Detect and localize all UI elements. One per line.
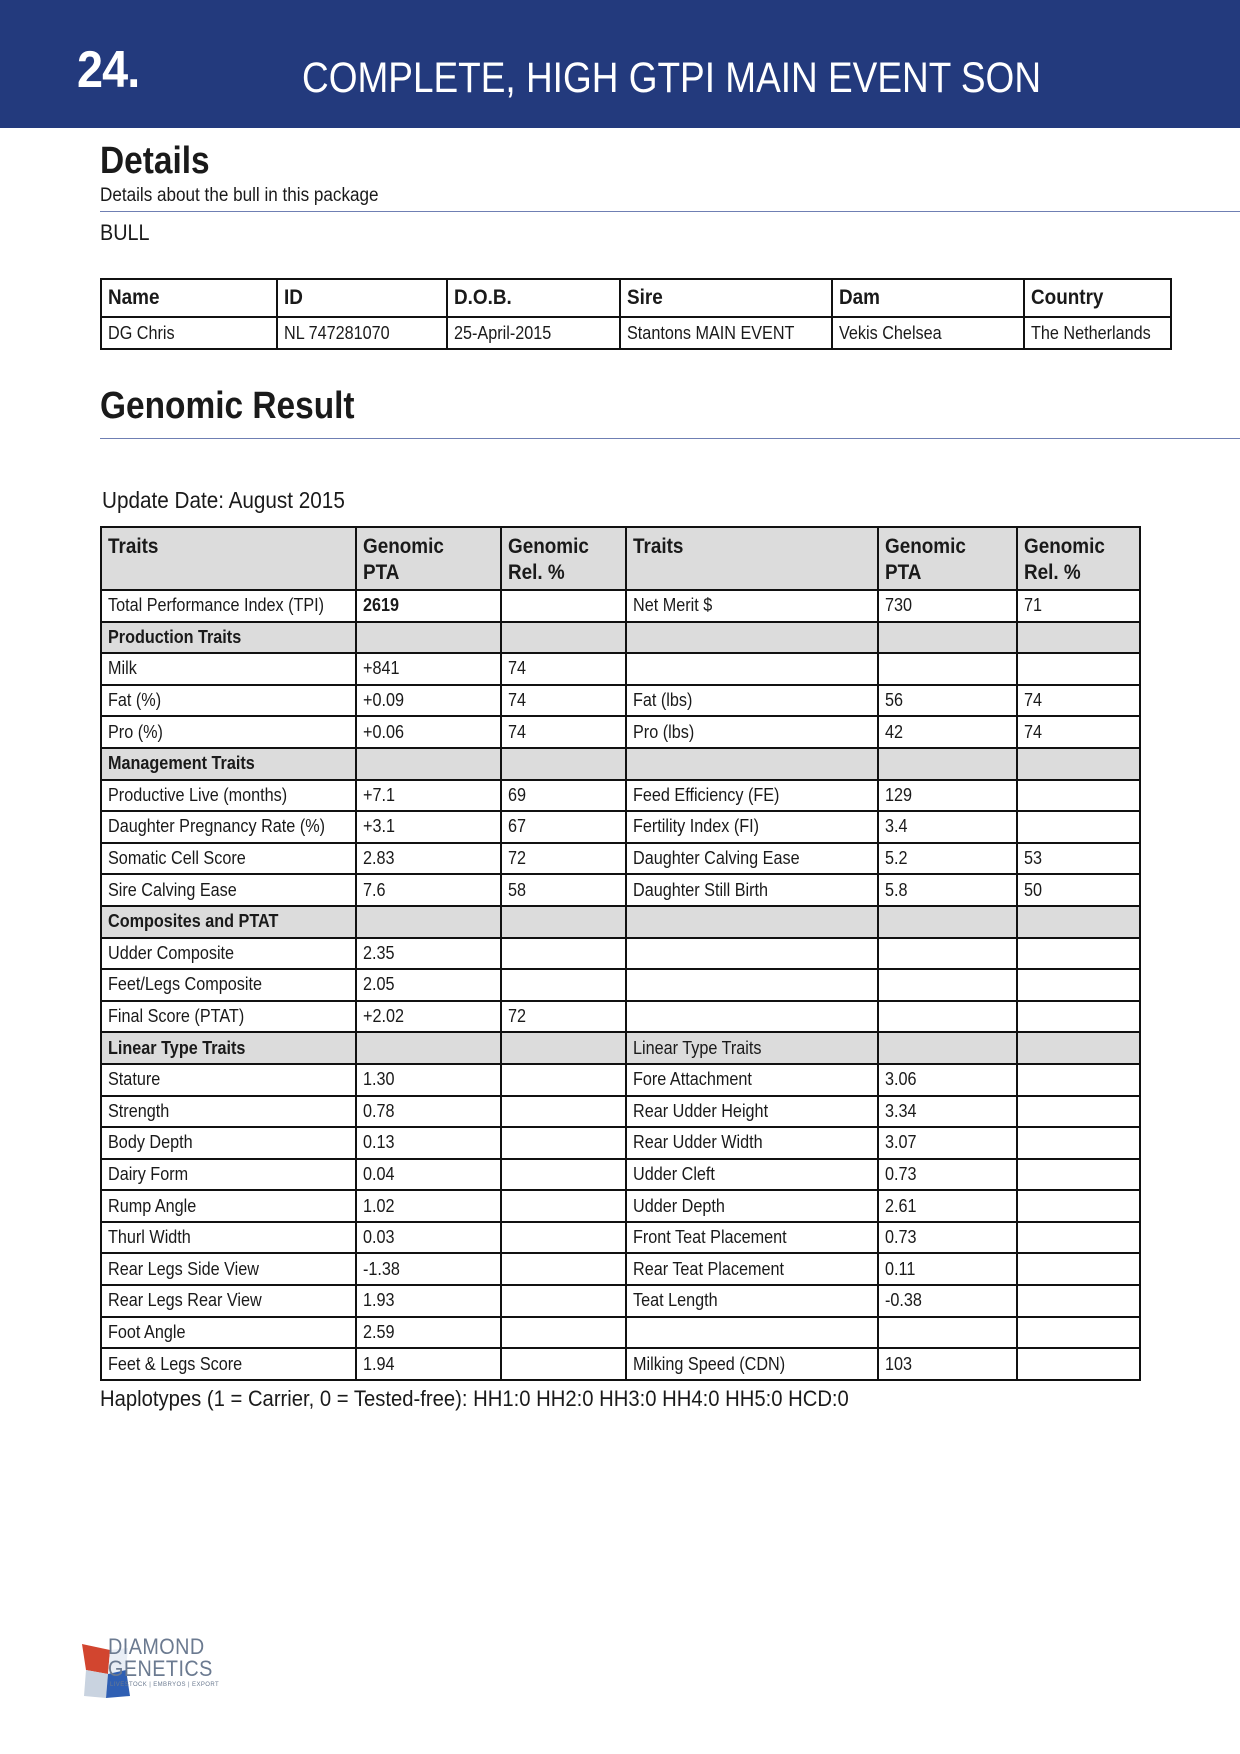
table-cell: 56: [878, 685, 1017, 717]
table-cell: +0.09: [356, 685, 501, 717]
table-cell: Rear Legs Rear View: [101, 1285, 356, 1317]
table-cell: Front Teat Placement: [626, 1222, 878, 1254]
table-cell: Milking Speed (CDN): [626, 1348, 878, 1380]
table-cell: 5.8: [878, 874, 1017, 906]
table-cell: +0.06: [356, 716, 501, 748]
details-subtitle: Details about the bull in this package: [100, 185, 379, 206]
table-cell: [501, 1064, 626, 1096]
table-cell: 71: [1017, 590, 1140, 622]
table-cell: [1017, 653, 1140, 685]
table-cell: 1.93: [356, 1285, 501, 1317]
table-row: [101, 811, 1140, 843]
table-cell: [356, 1032, 501, 1064]
header-banner: [0, 0, 1240, 128]
table-cell: Stature: [101, 1064, 356, 1096]
table-cell: 3.4: [878, 811, 1017, 843]
package-title: COMPLETE, HIGH GTPI MAIN EVENT SON: [302, 54, 1042, 102]
table-cell: Fat (lbs): [626, 685, 878, 717]
table-cell: 74: [501, 716, 626, 748]
table-row: [101, 685, 1140, 717]
table-cell: [878, 748, 1017, 780]
table-cell: 7.6: [356, 874, 501, 906]
package-number: 24.: [77, 41, 140, 99]
table-cell: Rear Udder Height: [626, 1096, 878, 1128]
table-cell: 103: [878, 1348, 1017, 1380]
table-cell: [626, 906, 878, 938]
section-label: Management Traits: [101, 748, 356, 780]
table-cell: [501, 1159, 626, 1191]
table-cell: Sire Calving Ease: [101, 874, 356, 906]
section-row: [101, 622, 1140, 654]
table-cell: [1017, 906, 1140, 938]
table-cell: Somatic Cell Score: [101, 843, 356, 875]
table-cell: Total Performance Index (TPI): [101, 590, 356, 622]
table-cell: [356, 622, 501, 654]
table-row: [101, 1285, 1140, 1317]
genomic-header-cell: Genomic Rel. %: [1017, 527, 1140, 590]
bull-header-cell: Name: [101, 279, 277, 317]
table-cell: [626, 653, 878, 685]
table-cell: 1.94: [356, 1348, 501, 1380]
table-row: [101, 1096, 1140, 1128]
table-cell: [501, 748, 626, 780]
table-cell: [1017, 1190, 1140, 1222]
table-cell: 0.03: [356, 1222, 501, 1254]
table-cell: 3.07: [878, 1127, 1017, 1159]
table-cell: [501, 1127, 626, 1159]
table-cell: 1.30: [356, 1064, 501, 1096]
bull-value-cell: Stantons MAIN EVENT: [620, 317, 832, 349]
table-cell: Feet & Legs Score: [101, 1348, 356, 1380]
table-cell: [626, 938, 878, 970]
table-cell: [501, 1253, 626, 1285]
table-cell: [1017, 811, 1140, 843]
table-cell: Fore Attachment: [626, 1064, 878, 1096]
table-cell: [501, 906, 626, 938]
table-cell: [1017, 1064, 1140, 1096]
table-cell: Udder Depth: [626, 1190, 878, 1222]
table-cell: [626, 969, 878, 1001]
table-cell: +841: [356, 653, 501, 685]
genomic-header-cell: Traits: [626, 527, 878, 590]
table-cell: 53: [1017, 843, 1140, 875]
table-cell: 0.78: [356, 1096, 501, 1128]
section-row: [101, 906, 1140, 938]
table-row: [101, 938, 1140, 970]
table-cell: Fat (%): [101, 685, 356, 717]
table-cell: Rump Angle: [101, 1190, 356, 1222]
table-row: [101, 1127, 1140, 1159]
table-cell: 3.06: [878, 1064, 1017, 1096]
table-cell: Feed Efficiency (FE): [626, 780, 878, 812]
table-cell: 2619: [356, 590, 501, 622]
table-row: [101, 716, 1140, 748]
table-cell: 3.34: [878, 1096, 1017, 1128]
update-date: Update Date: August 2015: [102, 487, 345, 513]
table-cell: [501, 622, 626, 654]
table-cell: [878, 969, 1017, 1001]
table-row: [101, 1159, 1140, 1191]
table-cell: Rear Teat Placement: [626, 1253, 878, 1285]
table-cell: [1017, 1317, 1140, 1349]
table-cell: 67: [501, 811, 626, 843]
table-cell: [501, 1096, 626, 1128]
table-cell: 50: [1017, 874, 1140, 906]
table-cell: 2.05: [356, 969, 501, 1001]
table-cell: [1017, 1253, 1140, 1285]
table-cell: 74: [1017, 716, 1140, 748]
table-cell: 0.13: [356, 1127, 501, 1159]
bull-value-cell: 25-April-2015: [447, 317, 620, 349]
table-cell: 2.61: [878, 1190, 1017, 1222]
table-cell: 0.73: [878, 1222, 1017, 1254]
bull-table-row: [101, 317, 1171, 349]
table-cell: [626, 1317, 878, 1349]
table-cell: [1017, 622, 1140, 654]
table-cell: [356, 906, 501, 938]
table-row: [101, 1190, 1140, 1222]
table-cell: [501, 938, 626, 970]
table-cell: [878, 1001, 1017, 1033]
genomic-header-cell: Genomic PTA: [878, 527, 1017, 590]
table-cell: 74: [501, 653, 626, 685]
table-cell: Teat Length: [626, 1285, 878, 1317]
table-cell: [1017, 1348, 1140, 1380]
table-cell: 2.59: [356, 1317, 501, 1349]
table-cell: Daughter Pregnancy Rate (%): [101, 811, 356, 843]
table-cell: [878, 906, 1017, 938]
table-cell: 72: [501, 1001, 626, 1033]
table-cell: [501, 1285, 626, 1317]
table-cell: [1017, 1001, 1140, 1033]
genomic-heading: Genomic Result: [100, 385, 355, 427]
table-cell: [1017, 1285, 1140, 1317]
table-cell: Daughter Calving Ease: [626, 843, 878, 875]
table-cell: [501, 1317, 626, 1349]
table-cell: 5.2: [878, 843, 1017, 875]
table-cell: 42: [878, 716, 1017, 748]
bull-value-cell: DG Chris: [101, 317, 277, 349]
bull-table-header: [101, 279, 1171, 317]
bull-label: BULL: [100, 220, 150, 245]
table-row: [101, 969, 1140, 1001]
table-row: [101, 874, 1140, 906]
table-cell: Net Merit $: [626, 590, 878, 622]
table-cell: Milk: [101, 653, 356, 685]
table-cell: [878, 938, 1017, 970]
bull-header-cell: Dam: [832, 279, 1024, 317]
table-cell: [501, 1032, 626, 1064]
table-cell: 2.35: [356, 938, 501, 970]
genomic-results-table: [100, 526, 1141, 1381]
table-cell: Rear Udder Width: [626, 1127, 878, 1159]
section-label: Production Traits: [101, 622, 356, 654]
table-cell: Dairy Form: [101, 1159, 356, 1191]
table-cell: 58: [501, 874, 626, 906]
table-row: [101, 1001, 1140, 1033]
table-cell: [1017, 1096, 1140, 1128]
bull-value-cell: Vekis Chelsea: [832, 317, 1024, 349]
genomic-header-cell: Genomic Rel. %: [501, 527, 626, 590]
table-row: [101, 653, 1140, 685]
table-cell: [626, 622, 878, 654]
table-cell: 74: [501, 685, 626, 717]
bull-details-table: [100, 278, 1172, 350]
table-cell: Udder Composite: [101, 938, 356, 970]
table-row: [101, 590, 1140, 622]
table-cell: [878, 653, 1017, 685]
table-cell: 0.11: [878, 1253, 1017, 1285]
table-cell: Foot Angle: [101, 1317, 356, 1349]
table-cell: [626, 1001, 878, 1033]
table-cell: Pro (%): [101, 716, 356, 748]
table-cell: Udder Cleft: [626, 1159, 878, 1191]
table-cell: 74: [1017, 685, 1140, 717]
table-cell: Body Depth: [101, 1127, 356, 1159]
table-cell: [501, 590, 626, 622]
table-cell: [501, 1190, 626, 1222]
table-row: [101, 1253, 1140, 1285]
table-cell: 730: [878, 590, 1017, 622]
company-logo: [80, 1630, 240, 1710]
table-cell: +2.02: [356, 1001, 501, 1033]
genomic-divider: [100, 438, 1240, 439]
table-cell: [878, 1032, 1017, 1064]
table-row: [101, 843, 1140, 875]
table-cell: [1017, 748, 1140, 780]
logo-text-diamond: DIAMOND: [108, 1634, 205, 1659]
genomic-header-cell: Traits: [101, 527, 356, 590]
bull-header-cell: Sire: [620, 279, 832, 317]
table-cell: [1017, 969, 1140, 1001]
table-cell: 1.02: [356, 1190, 501, 1222]
table-cell: Rear Legs Side View: [101, 1253, 356, 1285]
table-cell: Feet/Legs Composite: [101, 969, 356, 1001]
table-cell: Final Score (PTAT): [101, 1001, 356, 1033]
table-cell: 2.83: [356, 843, 501, 875]
table-cell: 0.73: [878, 1159, 1017, 1191]
details-divider: [100, 211, 1240, 212]
table-row: [101, 1064, 1140, 1096]
logo-tagline: LIVESTOCK | EMBRYOS | EXPORT: [110, 1682, 220, 1688]
section-label: Linear Type Traits: [101, 1032, 356, 1064]
table-cell: Pro (lbs): [626, 716, 878, 748]
table-cell: -1.38: [356, 1253, 501, 1285]
bull-value-cell: The Netherlands: [1024, 317, 1171, 349]
table-cell: 69: [501, 780, 626, 812]
table-cell: [878, 1317, 1017, 1349]
table-cell: Strength: [101, 1096, 356, 1128]
table-cell: Thurl Width: [101, 1222, 356, 1254]
table-cell: [1017, 1032, 1140, 1064]
genomic-table-header: [101, 527, 1140, 590]
table-row: [101, 780, 1140, 812]
table-cell: [501, 1222, 626, 1254]
table-cell: 129: [878, 780, 1017, 812]
bull-header-cell: Country: [1024, 279, 1171, 317]
table-cell: [626, 748, 878, 780]
table-cell: [501, 1348, 626, 1380]
section-label: Composites and PTAT: [101, 906, 356, 938]
table-cell: [1017, 938, 1140, 970]
table-cell: Fertility Index (FI): [626, 811, 878, 843]
table-cell: [878, 622, 1017, 654]
bull-value-cell: NL 747281070: [277, 317, 447, 349]
table-cell: Daughter Still Birth: [626, 874, 878, 906]
table-cell: +3.1: [356, 811, 501, 843]
genomic-header-cell: Genomic PTA: [356, 527, 501, 590]
table-cell: Productive Live (months): [101, 780, 356, 812]
table-cell: -0.38: [878, 1285, 1017, 1317]
logo-text-genetics: GENETICS: [108, 1656, 213, 1681]
table-row: [101, 1348, 1140, 1380]
table-cell: 72: [501, 843, 626, 875]
section-row: [101, 748, 1140, 780]
table-cell: [501, 969, 626, 1001]
table-cell: [356, 748, 501, 780]
table-cell: [1017, 1127, 1140, 1159]
table-cell: [1017, 780, 1140, 812]
table-cell: +7.1: [356, 780, 501, 812]
section-row: [101, 1032, 1140, 1064]
details-heading: Details: [100, 140, 210, 182]
table-row: [101, 1222, 1140, 1254]
bull-header-cell: ID: [277, 279, 447, 317]
table-cell: [1017, 1222, 1140, 1254]
haplotypes-note: Haplotypes (1 = Carrier, 0 = Tested-free): HH1:0 HH2:0 HH3:0 HH4:0 HH5:0 HCD:0: [100, 1386, 849, 1411]
table-cell: [1017, 1159, 1140, 1191]
bull-header-cell: D.O.B.: [447, 279, 620, 317]
table-cell: 0.04: [356, 1159, 501, 1191]
table-cell: Linear Type Traits: [626, 1032, 878, 1064]
table-row: [101, 1317, 1140, 1349]
